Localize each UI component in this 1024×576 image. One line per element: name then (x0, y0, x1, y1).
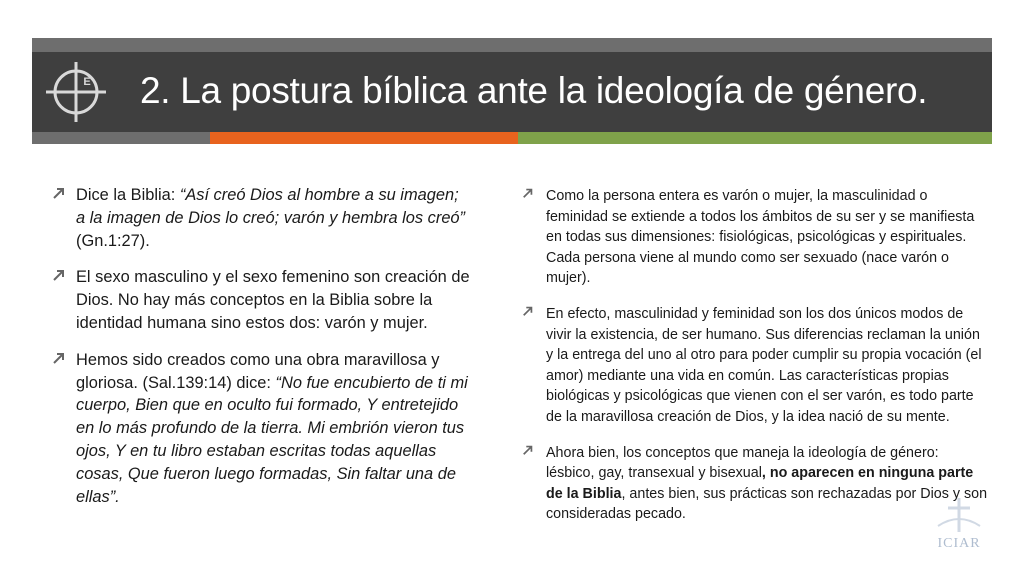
bullet-item (52, 184, 472, 252)
left-column (52, 184, 472, 522)
bullet-text: Ahora bien, los conceptos que maneja la ideología de género: lésbico, gay, transexual y bisexual (546, 444, 939, 482)
bullet-text: En efecto, masculinidad y feminidad son los dos únicos modos de vivir la existencia, de ser humano. Sus diferencias reclaman la unión y la entrega del uno al otro para poder cumplir su propia vocación (el amor) mediante una vida en común. Las características propias biológicas y psicológicas que vienen con el ser varón, es todo parte de la maravillosa creación de Dios, y la idea nació de su mente. (546, 305, 982, 425)
arrow-bullet-icon (52, 351, 66, 365)
arrow-bullet-icon (52, 268, 66, 282)
arrow-bullet-icon (522, 305, 534, 317)
bullet-text: Como la persona entera es varón o mujer, la masculinidad o feminidad se extiende a todos los ámbitos de su ser y se manifiesta en todas sus dimensiones: fisiológicas, psicológicas y espirituales. Cada persona viene al mundo como ser sexuado (nace varón o mujer). (546, 188, 975, 287)
bullet-item (522, 443, 990, 525)
bold-emphasis: , no aparecen en ninguna parte de la Biblia (546, 465, 974, 502)
bullet-text: Hemos sido creados como una obra maravillosa y gloriosa. (Sal.139:14) dice: (76, 350, 440, 392)
arrow-bullet-icon (522, 187, 534, 199)
bullet-text: (Gn.1:27). (76, 231, 150, 250)
bible-quote: “Así creó Dios al hombre a su imagen; a la imagen de Dios lo creó; varón y hembra los creó” (76, 186, 466, 227)
accent-bar-gray (32, 132, 210, 144)
accent-bar-orange (210, 132, 518, 144)
bullet-item (52, 266, 472, 334)
bullet-item (522, 304, 990, 428)
crosshair-logo-icon (44, 60, 108, 124)
watermark-label: ICIAR (937, 536, 981, 551)
bullet-text: , antes bien, sus prácticas son rechazadas por Dios y son consideradas pecado. (546, 485, 988, 523)
header-top-strip (32, 38, 992, 52)
accent-bar-green (518, 132, 992, 144)
arrow-bullet-icon (522, 444, 534, 456)
bullet-item (522, 186, 990, 289)
bullet-text: Dice la Biblia: (76, 186, 180, 204)
logo-letter: E (83, 76, 91, 88)
bullet-text: El sexo masculino y el sexo femenino son creación de Dios. No hay más conceptos en la Biblia sobre la identidad humana sino estos dos: varón y mujer. (76, 268, 470, 332)
bible-quote: “No fue encubierto de ti mi cuerpo, Bien que en oculto fui formado, Y entretejido en lo más profundo de la tierra. Mi embrión vieron tus ojos, Y en tu libro estaban escritas todas aquellas cosas, Que fueron luego formadas, Sin faltar una de ellas”. (76, 373, 468, 506)
right-column (522, 186, 990, 540)
bullet-item (52, 349, 472, 509)
arrow-bullet-icon (52, 186, 66, 200)
slide-title: 2. La postura bíblica ante la ideología de género. (140, 70, 928, 111)
